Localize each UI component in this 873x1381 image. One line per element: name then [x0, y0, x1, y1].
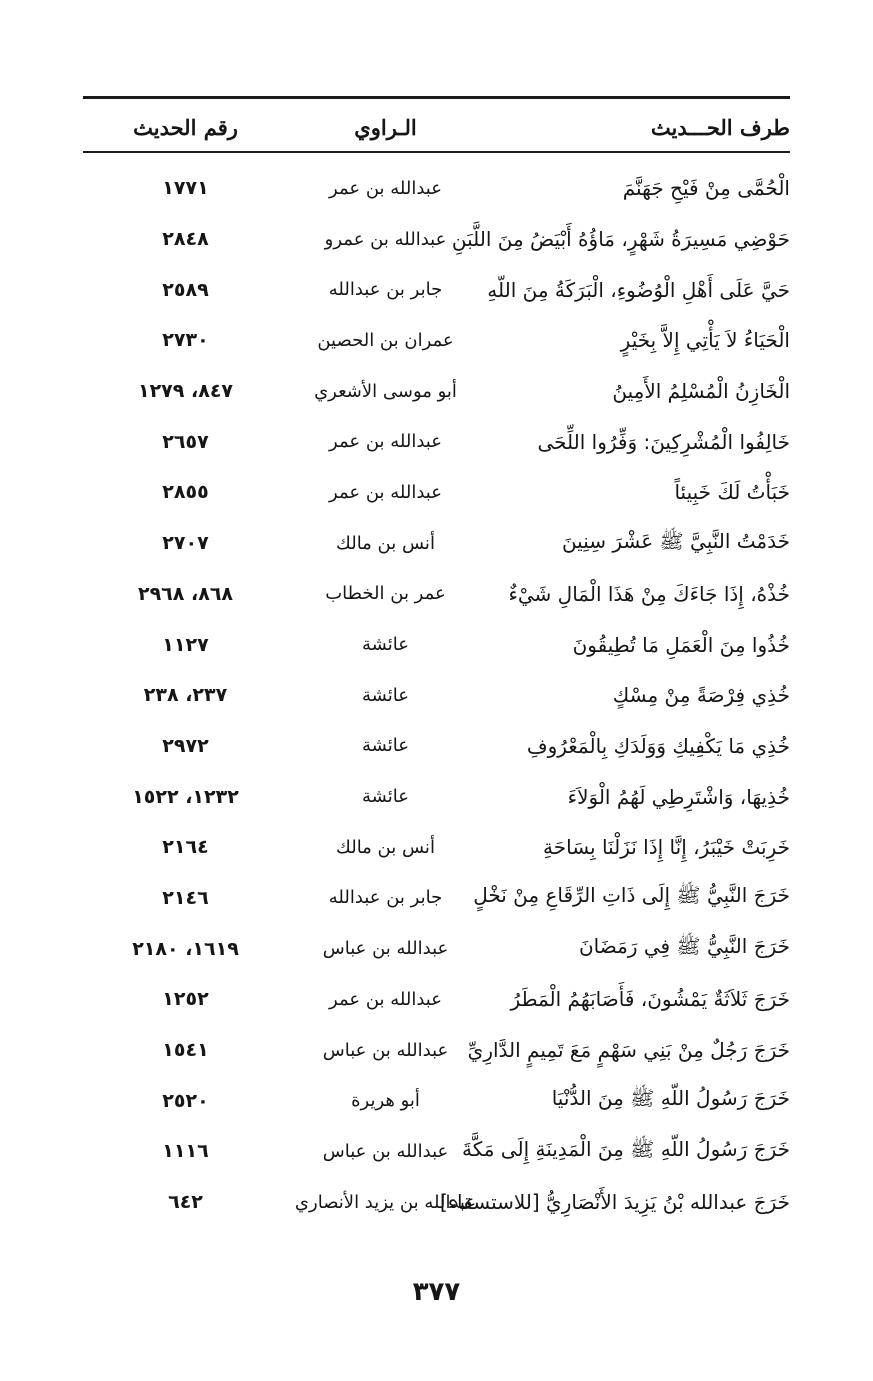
narrator-name: عبدالله بن عباس	[322, 1140, 449, 1162]
table-row	[83, 163, 790, 214]
hadith-text: خَرَجَ النَّبِيُّ ﷺ إِلَى ذَاتِ الرِّقَاعِ مِنْ نَخْلٍ	[473, 883, 790, 908]
narrator-name: عبدالله بن عمر	[329, 988, 442, 1010]
table-row	[83, 315, 790, 366]
hadith-text: خُذْهُ، إِذَا جَاءَكَ مِنْ هَذَا الْمَالِ شَيْءٌ	[508, 581, 790, 606]
hadith-number: ٢١٦٤	[162, 836, 209, 859]
table-row	[83, 670, 790, 721]
narrator-name: أبو موسى الأشعري	[314, 380, 457, 402]
narrator-name: عائشة	[362, 735, 409, 757]
hadith-number: ٢٩٧٢	[162, 734, 209, 757]
hadith-number: ٢٦٥٧	[162, 430, 209, 453]
hadith-number: ٢٥٨٩	[162, 278, 209, 301]
table-row	[83, 822, 790, 873]
hadith-number: ٢٧٣٠	[162, 329, 209, 352]
hadith-number: ٢٥٢٠	[162, 1089, 209, 1112]
table-top-rule	[83, 96, 790, 99]
hadith-number: ٨٦٨، ٢٩٦٨	[137, 582, 234, 605]
narrator-name: عبدالله بن عمر	[329, 431, 442, 453]
hadith-number: ٢٨٤٨	[162, 228, 209, 251]
narrator-name: عبدالله بن عباس	[322, 1039, 449, 1061]
narrator-name: عمر بن الخطاب	[325, 583, 446, 605]
hadith-text: خَدَمْتُ النَّبِيَّ ﷺ عَشْرَ سِنِينَ	[561, 528, 790, 553]
hadith-text: خَبَأْتُ لَكَ خَبِيئاً	[674, 480, 790, 505]
table-row	[83, 214, 790, 265]
table-row	[83, 264, 790, 315]
narrator-name: عبدالله بن عمرو	[324, 228, 447, 250]
hadith-number: ٨٤٧، ١٢٧٩	[137, 380, 234, 403]
hadith-text: خَرَجَ النَّبِيُّ ﷺ فِي رَمَضَانَ	[578, 934, 790, 959]
hadith-text: حَوْضِي مَسِيرَةُ شَهْرٍ، مَاؤُهُ أَبْيَضُ مِنَ اللَّبَنِ	[451, 227, 790, 252]
hadith-number: ٢٣٧، ٢٣٨	[143, 684, 228, 707]
narrator-name: عبدالله بن عمر	[329, 177, 442, 199]
narrator-name: عبدالله بن عمر	[329, 481, 442, 503]
hadith-number: ١٢٣٢، ١٥٢٢	[132, 785, 239, 808]
table-row	[83, 1025, 790, 1076]
hadith-text: خَرَجَ رَجُلٌ مِنْ بَنِي سَهْمٍ مَعَ تَمِيمٍ الدَّارِيِّ	[467, 1038, 790, 1063]
table-row	[83, 1075, 790, 1126]
hadith-text: خُذُوا مِنَ الْعَمَلِ مَا تُطِيقُونَ	[572, 632, 790, 657]
hadith-text: حَيَّ عَلَى أَهْلِ الْوُضُوءِ، الْبَرَكَةُ مِنَ اللّهِ	[487, 277, 790, 302]
hadith-text: خَرِبَتْ خَيْبَرُ، إِنَّا إِذَا نَزَلْنَا بِسَاحَةِ	[543, 835, 790, 860]
table-row	[83, 518, 790, 569]
hadith-text: الْحَيَاءُ لاَ يَأْتِي إِلاَّ بِخَيْرٍ	[620, 328, 790, 353]
header-hadith-number: رقم الحديث	[133, 114, 238, 140]
hadith-number: ١١١٦	[162, 1140, 209, 1163]
table-row	[83, 366, 790, 417]
hadith-text: خَرَجَ عبدالله بْنُ يَزِيدَ الأَنْصَارِيُّ [للاستسقاء]	[439, 1190, 790, 1215]
table-header-rule	[83, 151, 790, 153]
hadith-number: ١٦١٩، ٢١٨٠	[132, 937, 239, 960]
header-narrator: الـراوي	[354, 114, 417, 140]
table-body	[83, 163, 790, 1227]
table-header	[83, 104, 790, 150]
hadith-text: خَرَجَ رَسُولُ اللّهِ ﷺ مِنَ الْمَدِينَةِ إِلَى مَكَّةَ	[461, 1136, 790, 1161]
table-row	[83, 721, 790, 772]
table-row	[83, 619, 790, 670]
table-row	[83, 974, 790, 1025]
narrator-name: عبدالله بن يزيد الأنصاري	[294, 1191, 477, 1213]
narrator-name: عبدالله بن عباس	[322, 938, 449, 960]
page-number: ٣٧٧	[412, 1277, 461, 1307]
table-row	[83, 1177, 790, 1228]
hadith-text: خُذِي فِرْصَةً مِنْ مِسْكٍ	[612, 683, 790, 708]
hadith-number: ٦٤٢	[168, 1191, 203, 1214]
hadith-number: ٢٧٠٧	[162, 532, 209, 555]
hadith-number: ١١٢٧	[162, 633, 209, 656]
hadith-number: ١٥٤١	[162, 1039, 209, 1062]
hadith-number: ١٧٧١	[162, 177, 209, 200]
narrator-name: جابر بن عبدالله	[328, 279, 443, 301]
hadith-text: خَرَجَ ثَلاَثَةٌ يَمْشُونَ، فَأَصَابَهُمُ الْمَطَرُ	[510, 987, 790, 1012]
table-row	[83, 923, 790, 974]
hadith-text: الْحُمَّى مِنْ فَيْحِ جَهَنَّمَ	[622, 176, 790, 201]
narrator-name: عمران بن الحصين	[317, 329, 454, 351]
hadith-text: خَالِفُوا الْمُشْرِكِينَ: وَفِّرُوا اللِّحَى	[537, 429, 790, 454]
table-row	[83, 873, 790, 924]
narrator-name: عائشة	[362, 634, 409, 656]
header-hadith-text: طرف الحـــديث	[650, 114, 790, 140]
narrator-name: عائشة	[362, 684, 409, 706]
hadith-number: ٢١٤٦	[162, 886, 209, 909]
hadith-text: خُذِي مَا يَكْفِيكِ وَوَلَدَكِ بِالْمَعْرُوفِ	[526, 733, 790, 758]
table-row	[83, 416, 790, 467]
table-row	[83, 1126, 790, 1177]
narrator-name: عائشة	[362, 786, 409, 808]
narrator-name: جابر بن عبدالله	[328, 887, 443, 909]
table-row	[83, 467, 790, 518]
table-row	[83, 771, 790, 822]
narrator-name: أنس بن مالك	[336, 532, 435, 554]
hadith-text: الْخَازِنُ الْمُسْلِمُ الأَمِينُ	[612, 379, 790, 404]
hadith-number: ٢٨٥٥	[162, 481, 209, 504]
hadith-number: ١٢٥٢	[162, 988, 209, 1011]
narrator-name: أبو هريرة	[351, 1090, 420, 1112]
table-row	[83, 569, 790, 620]
hadith-text: خَرَجَ رَسُولُ اللّهِ ﷺ مِنَ الدُّنْيَا	[551, 1086, 790, 1111]
hadith-text: خُذِيهَا، وَاشْتَرِطِي لَهُمُ الْوَلاَءَ	[567, 784, 790, 809]
narrator-name: أنس بن مالك	[336, 836, 435, 858]
